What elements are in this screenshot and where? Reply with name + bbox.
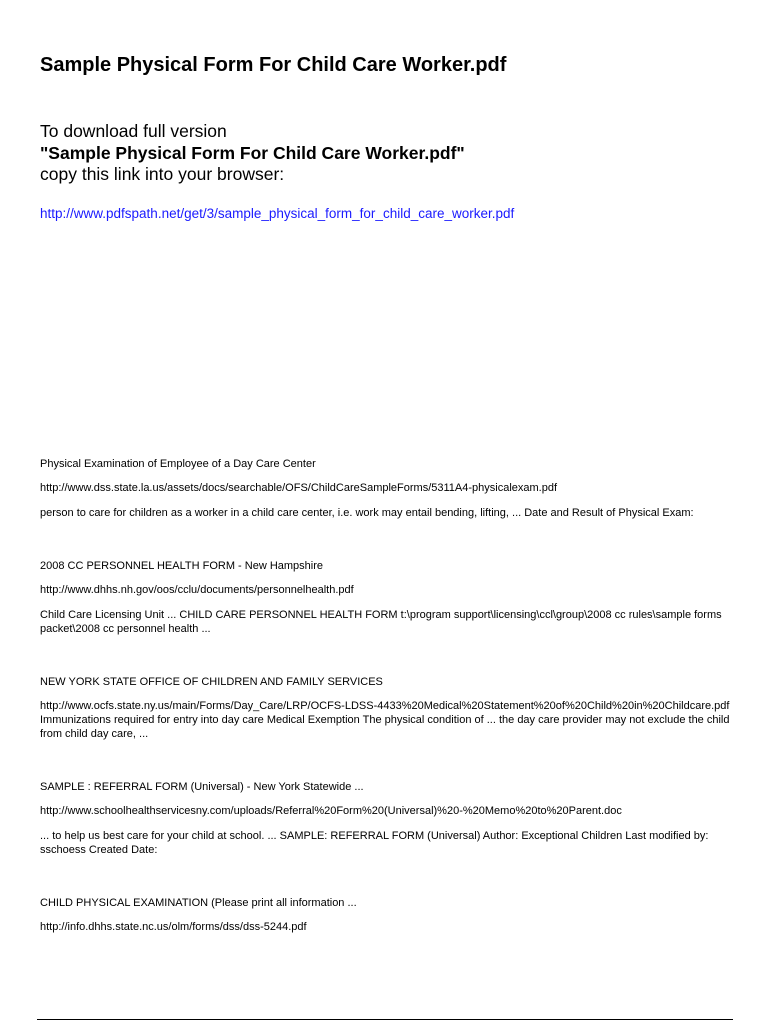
download-file-name: "Sample Physical Form For Child Care Worker.pdf" <box>40 142 465 163</box>
result-title: SAMPLE : REFERRAL FORM (Universal) - New York Statewide ... <box>40 781 364 793</box>
result-url-link[interactable]: http://info.dhhs.state.nc.us/olm/forms/dss/dss-5244.pdf <box>40 921 307 933</box>
result-item <box>40 675 752 741</box>
result-snippet: ... to help us best care for your child at school. ... SAMPLE: REFERRAL FORM (Universal) Author: Exceptional Children Last modified by: sschoess Created Date: <box>40 830 709 856</box>
download-instructions <box>40 121 465 186</box>
result-snippet: Immunizations required for entry into day care Medical Exemption The physical condition of ... the day care provider may not exclude the child from child day care, ... <box>40 714 730 740</box>
result-title: NEW YORK STATE OFFICE OF CHILDREN AND FAMILY SERVICES <box>40 676 383 688</box>
page-title: Sample Physical Form For Child Care Worker.pdf <box>40 54 507 76</box>
result-title: 2008 CC PERSONNEL HEALTH FORM - New Hampshire <box>40 560 324 572</box>
search-results-list <box>40 457 752 973</box>
result-item <box>40 457 752 520</box>
result-url-link[interactable]: http://www.schoolhealthservicesny.com/uploads/Referral%20Form%20(Universal)%20-%20Memo%20to%20Parent.doc <box>40 805 622 817</box>
download-intro-text: To download full version <box>40 121 227 141</box>
result-snippet: person to care for children as a worker in a child care center, i.e. work may entail bending, lifting, ... Date and Result of Physical Exam: <box>40 507 694 519</box>
download-link[interactable]: http://www.pdfspath.net/get/3/sample_physical_form_for_child_care_worker.pdf <box>40 206 515 221</box>
result-url-link[interactable]: http://www.dhhs.nh.gov/oos/cclu/documents/personnelhealth.pdf <box>40 584 354 596</box>
result-title: Physical Examination of Employee of a Day Care Center <box>40 458 316 470</box>
result-url-link[interactable]: http://www.dss.state.la.us/assets/docs/searchable/OFS/ChildCareSampleForms/5311A4-physicalexam.pdf <box>40 482 558 494</box>
download-copy-instruction: copy this link into your browser: <box>40 164 285 184</box>
result-item <box>40 896 752 934</box>
result-item <box>40 559 752 636</box>
result-item <box>40 780 752 857</box>
page-bottom-divider <box>37 1019 733 1020</box>
result-url-link[interactable]: http://www.ocfs.state.ny.us/main/Forms/Day_Care/LRP/OCFS-LDSS-4433%20Medical%20Statement%20of%20Child%20in%20Childcare.pdf <box>40 700 730 712</box>
result-snippet: Child Care Licensing Unit ... CHILD CARE PERSONNEL HEALTH FORM t:\program support\licensing\ccl\group\2008 cc rules\sample forms packet\2008 cc personnel health ... <box>40 609 722 635</box>
result-title: CHILD PHYSICAL EXAMINATION (Please print all information ... <box>40 897 357 909</box>
